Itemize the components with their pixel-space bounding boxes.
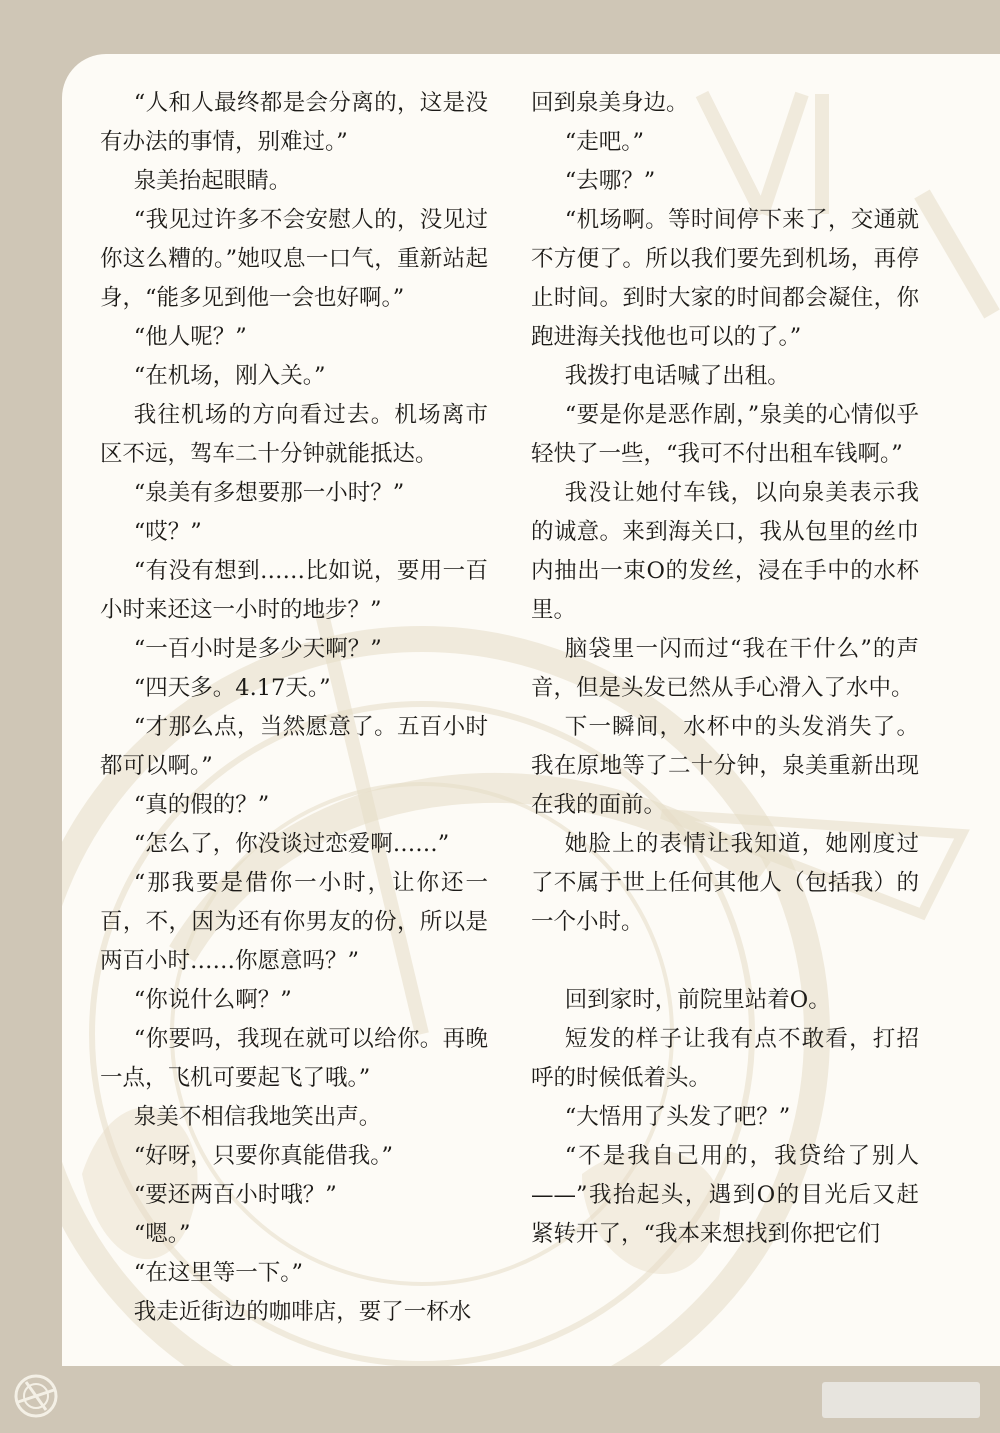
paragraph: “四天多。4.17天。” xyxy=(133,675,331,701)
paragraph: “要还两百小时哦？” xyxy=(133,1182,337,1208)
paragraph: 泉美抬起眼睛。 xyxy=(133,168,292,194)
section-break xyxy=(531,942,919,981)
paragraph-continued: 回到泉美身边。 xyxy=(531,90,689,116)
paragraph: “去哪？” xyxy=(564,168,656,194)
paragraph: “你要吗，我现在就可以给你。再晚一点，飞机可要起飞了哦。” xyxy=(100,1026,488,1091)
page xyxy=(62,54,1000,1366)
left-column xyxy=(100,84,488,1332)
logo-watermark xyxy=(822,1382,980,1418)
paragraph: “他人呢？” xyxy=(133,324,247,350)
paragraph: 我没让她付车钱，以向泉美表示我的诚意。来到海关口，我从包里的丝巾内抽出一束O的发丝，浸在手中的水杯里。 xyxy=(531,480,919,623)
paragraph: “有没有想到……比如说，要用一百小时来还这一小时的地步？” xyxy=(100,558,488,623)
paragraph: “真的假的？” xyxy=(133,792,270,818)
paragraph: “走吧。” xyxy=(564,129,645,155)
paragraph: 我拨打电话喊了出租。 xyxy=(564,363,790,389)
ornament-icon xyxy=(12,1372,60,1420)
paragraph: 脑袋里一闪而过“我在干什么”的声音，但是头发已然从手心滑入了水中。 xyxy=(531,636,919,701)
paragraph: “哎？” xyxy=(133,519,202,545)
paragraph: “好呀，只要你真能借我。” xyxy=(133,1143,394,1169)
paragraph: “不是我自己用的，我贷给了别人——”我抬起头，遇到O的目光后又赶紧转开了，“我本来想找到你把它们 xyxy=(531,1143,919,1247)
paragraph: “在这里等一下。” xyxy=(133,1260,304,1286)
paragraph: “才那么点，当然愿意了。五百小时都可以啊。” xyxy=(100,714,488,779)
paragraph: “人和人最终都是会分离的，这是没有办法的事情，别难过。” xyxy=(100,90,488,155)
paragraph: “一百小时是多少天啊？” xyxy=(133,636,382,662)
right-column xyxy=(531,84,919,1254)
paragraph: “在机场，刚入关。” xyxy=(133,363,326,389)
paragraph: “要是你是恶作剧，”泉美的心情似乎轻快了一些，“我可不付出租车钱啊。” xyxy=(531,402,919,467)
paragraph: 短发的样子让我有点不敢看，打招呼的时候低着头。 xyxy=(531,1026,919,1091)
paragraph: 我往机场的方向看过去。机场离市区不远，驾车二十分钟就能抵达。 xyxy=(100,402,488,467)
paragraph: “大悟用了头发了吧？” xyxy=(564,1104,791,1130)
paragraph: 泉美不相信我地笑出声。 xyxy=(133,1104,382,1130)
paragraph: “机场啊。等时间停下来了，交通就不方便了。所以我们要先到机场，再停止时间。到时大家的时间都会凝住，你跑进海关找他也可以的了。” xyxy=(531,207,919,350)
paragraph: “怎么了，你没谈过恋爱啊……” xyxy=(133,831,450,857)
paragraph: “泉美有多想要那一小时？” xyxy=(133,480,405,506)
paragraph: “我见过许多不会安慰人的，没见过你这么糟的。”她叹息一口气，重新站起身，“能多见到他一会也好啊。” xyxy=(100,207,488,311)
paragraph: 她脸上的表情让我知道，她刚度过了不属于世上任何其他人（包括我）的一个小时。 xyxy=(531,831,919,935)
paragraph: “嗯。” xyxy=(133,1221,191,1247)
paragraph: 我走近街边的咖啡店，要了一杯水 xyxy=(133,1299,472,1325)
paragraph: “那我要是借你一小时，让你还一百，不，因为还有你男友的份，所以是两百小时……你愿意吗？” xyxy=(100,870,488,974)
paragraph: 回到家时，前院里站着O。 xyxy=(564,987,831,1013)
paragraph: 下一瞬间，水杯中的头发消失了。我在原地等了二十分钟，泉美重新出现在我的面前。 xyxy=(531,714,919,818)
paragraph: “你说什么啊？” xyxy=(133,987,292,1013)
